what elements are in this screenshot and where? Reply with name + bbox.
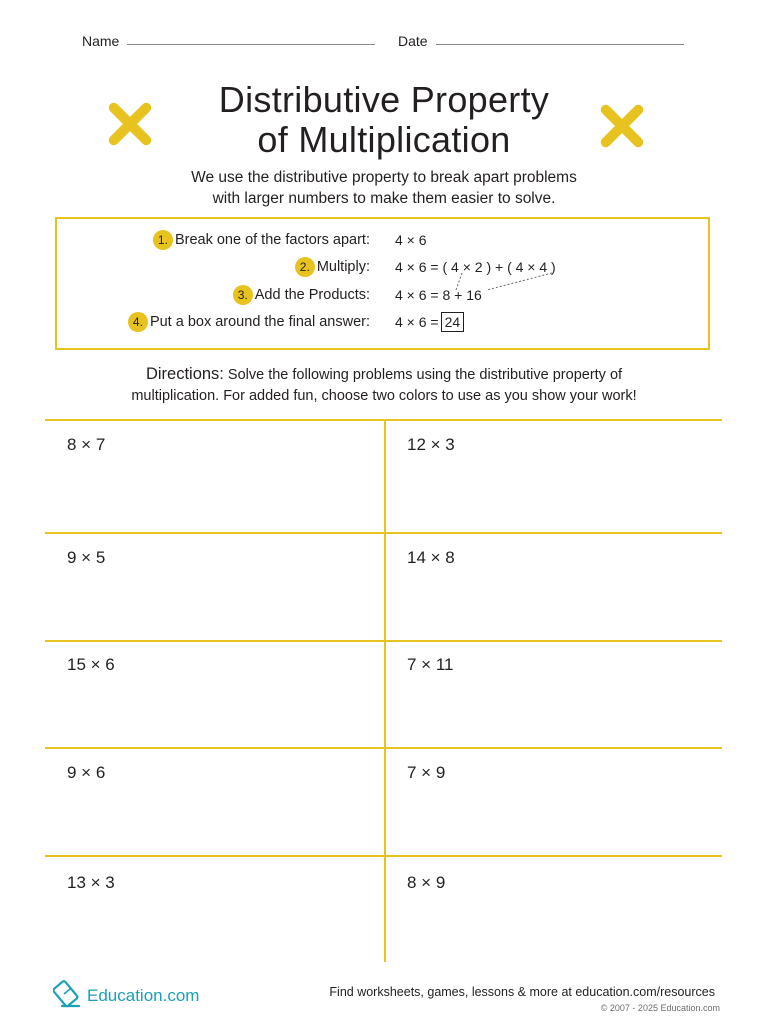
step-number-badge: 3. xyxy=(233,285,253,305)
footer-tagline[interactable]: Find worksheets, games, lessons & more at education.com/resources xyxy=(329,985,715,999)
step-3-expression: 4 × 6 = 8 + 16 xyxy=(395,287,482,303)
step-4 xyxy=(128,311,370,333)
directions xyxy=(70,364,698,407)
step-4-expression xyxy=(395,311,464,333)
step-number-badge: 1. xyxy=(153,230,173,250)
step-1-expression: 4 × 6 xyxy=(395,232,427,248)
directions-text-2: multiplication. For added fun, choose two colors to use as you show your work! xyxy=(131,388,637,404)
title-line-2: of Multiplication xyxy=(257,119,511,160)
name-line[interactable] xyxy=(127,44,375,45)
directions-text-1: Solve the following problems using the distributive property of xyxy=(223,367,623,383)
problem-8: 7 × 9 xyxy=(407,763,446,782)
step-2 xyxy=(295,256,370,278)
dotted-connector-lines xyxy=(440,270,580,302)
education-logo-icon xyxy=(53,980,83,1012)
step-2-expression: 4 × 6 = ( 4 × 2 ) + ( 4 × 4 ) xyxy=(395,259,556,275)
problem-1: 8 × 7 xyxy=(67,435,106,454)
title-line-1: Distributive Property xyxy=(218,79,550,120)
name-label: Name xyxy=(82,33,120,49)
problem-7: 9 × 6 xyxy=(67,763,106,782)
problem-6: 7 × 11 xyxy=(407,655,454,674)
problem-10: 8 × 9 xyxy=(407,873,446,892)
date-label: Date xyxy=(398,33,428,49)
problem-2: 12 × 3 xyxy=(407,435,455,454)
problem-9: 13 × 3 xyxy=(67,873,115,892)
step-label: Add the Products: xyxy=(254,287,370,303)
problem-5: 15 × 6 xyxy=(67,655,115,674)
footer-copyright: © 2007 - 2025 Education.com xyxy=(600,1003,720,1013)
step-4-equation: 4 × 6 = xyxy=(395,314,439,330)
step-1 xyxy=(153,229,370,251)
step-label: Break one of the factors apart: xyxy=(174,232,370,248)
intro-line-1: We use the distributive property to break apart problems xyxy=(191,169,577,186)
directions-lead: Directions: xyxy=(145,365,224,383)
problem-4: 14 × 8 xyxy=(407,548,455,567)
intro-text xyxy=(0,167,768,209)
step-label: Put a box around the final answer: xyxy=(149,314,370,330)
logo-text: Education.com xyxy=(87,986,200,1005)
grid-divider xyxy=(384,420,386,962)
step-3 xyxy=(233,284,370,306)
final-answer-box: 24 xyxy=(441,312,465,332)
education-logo[interactable] xyxy=(53,980,199,1012)
date-line[interactable] xyxy=(436,44,684,45)
step-label: Multiply: xyxy=(316,259,370,275)
problem-3: 9 × 5 xyxy=(67,548,106,567)
page-title xyxy=(0,80,768,160)
intro-line-2: with larger numbers to make them easier to solve. xyxy=(212,190,556,207)
step-number-badge: 4. xyxy=(128,312,148,332)
step-number-badge: 2. xyxy=(295,257,315,277)
